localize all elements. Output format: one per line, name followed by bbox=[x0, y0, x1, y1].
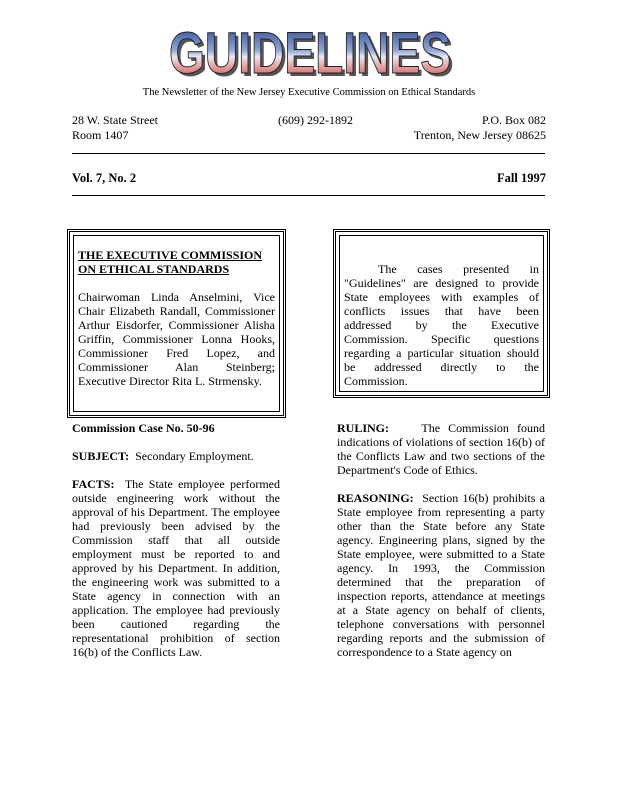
po-box: P.O. Box 082 bbox=[481, 113, 546, 127]
case-number: Commission Case No. 50-96 bbox=[72, 421, 215, 435]
newsletter-subtitle: The Newsletter of the New Jersey Executive Commission on Ethical Standards bbox=[142, 87, 476, 98]
ruling-text: The Commission found indications of violations of section 16(b) of the Conflicts Law and two sections of the Department's Code of Ethics. bbox=[337, 421, 545, 477]
city-state-zip: Trenton, New Jersey 08625 bbox=[413, 128, 546, 142]
issue-volume: Vol. 7, No. 2 bbox=[72, 171, 137, 185]
subject-paragraph bbox=[72, 449, 280, 463]
reasoning-label: REASONING: bbox=[337, 491, 414, 505]
street-address: 28 W. State Street bbox=[72, 113, 158, 127]
facts-label: FACTS: bbox=[72, 477, 115, 491]
intro-box-inner bbox=[339, 235, 544, 392]
subject-text: Secondary Employment. bbox=[135, 449, 254, 463]
logo-shadow: GUIDELINES bbox=[172, 24, 454, 88]
intro-box bbox=[333, 229, 550, 398]
reasoning-paragraph bbox=[337, 491, 545, 659]
commission-box bbox=[67, 229, 286, 418]
address-left bbox=[72, 113, 158, 143]
case-column-left bbox=[72, 421, 280, 673]
masthead-logo bbox=[160, 18, 460, 88]
logo-text: GUIDELINES bbox=[169, 21, 451, 86]
ruling-label: RULING: bbox=[337, 421, 390, 435]
issue-season: Fall 1997 bbox=[497, 171, 546, 185]
commission-members: Chairwoman Linda Anselmini, Vice Chair Elizabeth Randall, Commissioner Arthur Eisdorfer, Commissioner Alisha Griffin, Commissioner Lonna Hooks, Commissioner Fred Lopez, and Commissioner Alan Steinberg; Executive Director Rita L. Strmensky. bbox=[78, 290, 275, 388]
commission-title: THE EXECUTIVE COMMISSION ON ETHICAL STANDARDS bbox=[78, 248, 263, 276]
subject-label: SUBJECT: bbox=[72, 449, 130, 463]
commission-box-inner bbox=[73, 235, 280, 412]
divider-top bbox=[72, 153, 545, 154]
intro-text: The cases presented in "Guidelines" are designed to provide State employees with examples of conflicts issues that have been addressed by the Executive Commission. Specific questions regarding a particular situation should be addressed directly to the Commission. bbox=[344, 262, 539, 388]
phone-number: (609) 292-1892 bbox=[278, 113, 353, 127]
ruling-paragraph bbox=[337, 421, 545, 477]
room-number: Room 1407 bbox=[72, 128, 129, 142]
reasoning-text: Section 16(b) prohibits a State employee from representing a party other than the State before any State agency. Engineering plans, signed by the State employee, were submitted to a State agency. In 1993, the Commission determined that the preparation of inspection reports, attendance at meetings at a State agency on behalf of clients, telephone conversations with personnel regarding reports and the submission of correspondence to a State agency on bbox=[337, 491, 545, 659]
divider-bottom bbox=[72, 195, 545, 196]
address-right bbox=[414, 113, 546, 143]
facts-text: The State employee performed outside engineering work without the approval of his Department. The employee had previously been advised by the Commission staff that all outside employment must be reported to and approved by his Department. In addition, the engineering work was submitted to a State agency in connection with an application. The employee had previously been cautioned regarding the representational prohibition of section 16(b) of the Conflicts Law. bbox=[72, 477, 280, 659]
case-column-right bbox=[337, 421, 545, 673]
logo-graphic bbox=[160, 18, 460, 88]
facts-paragraph bbox=[72, 477, 280, 659]
